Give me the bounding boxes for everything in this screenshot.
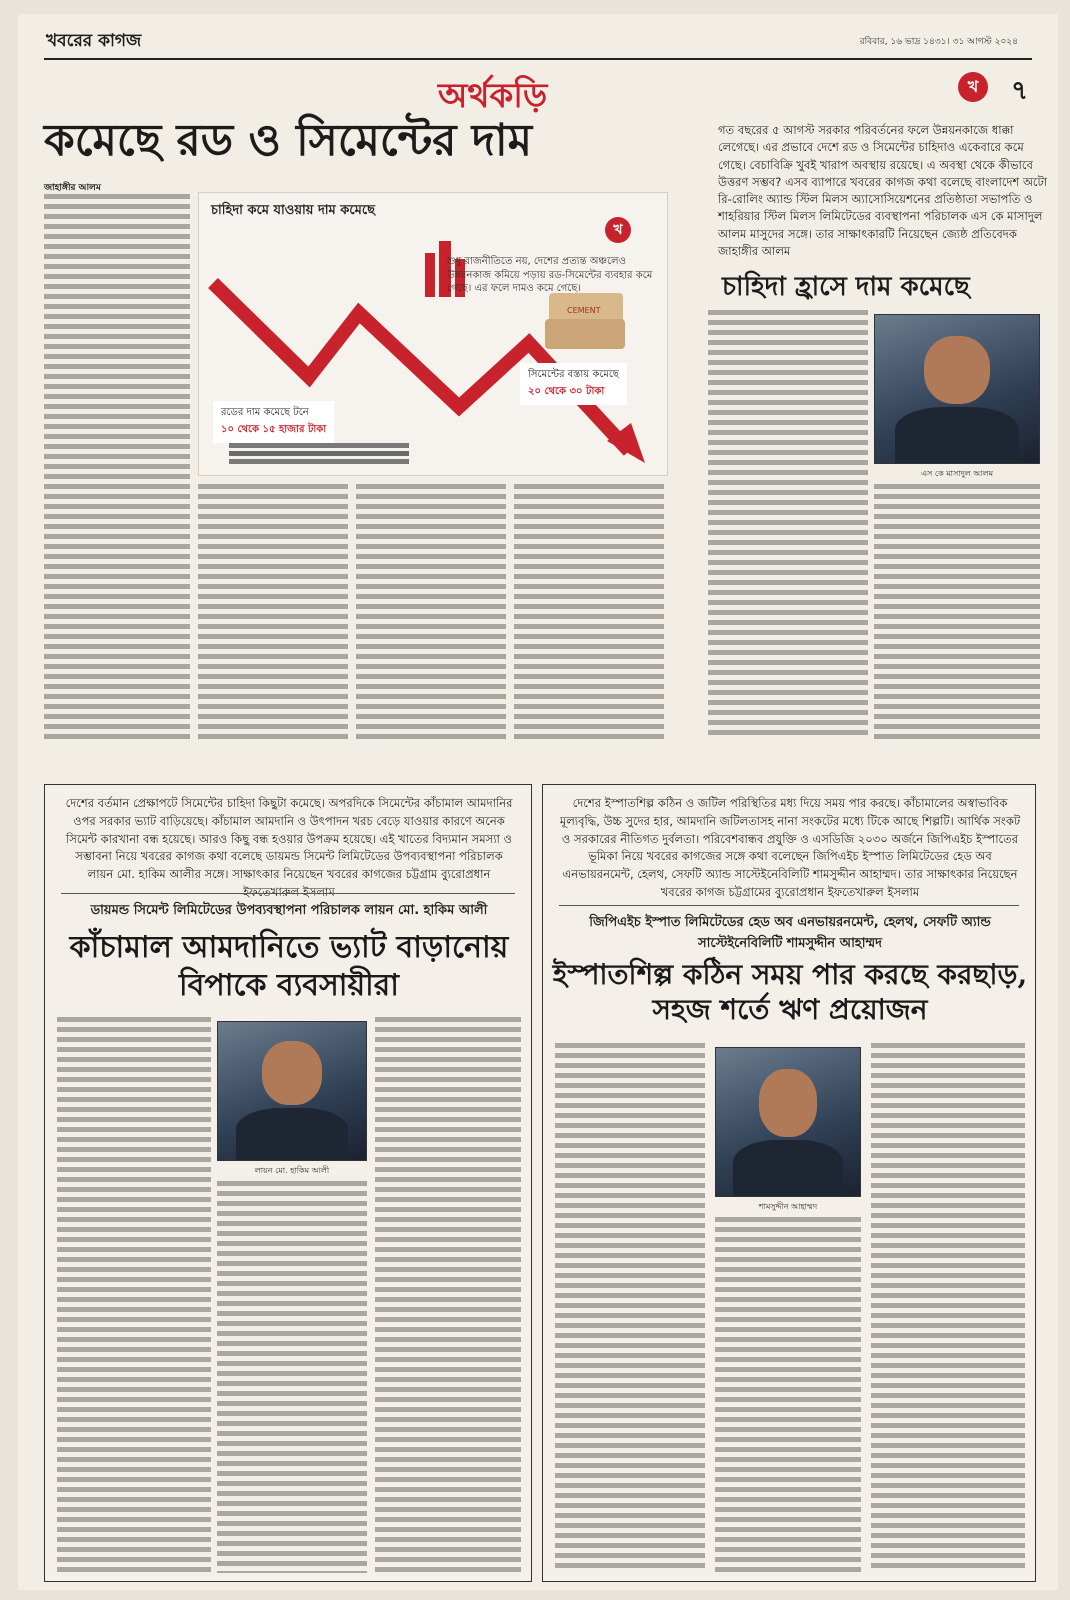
box-left-divider (61, 893, 515, 894)
box-left-headline: কাঁচামাল আমদানিতে ভ্যাট বাড়ানোয় বিপাকে ব্যবসায়ীরা (69, 930, 509, 1003)
rod-price-label: রডের দাম কমেছে টনে (221, 407, 309, 418)
section-badge: খ (958, 72, 988, 102)
interview-box-gph-ispat (542, 784, 1036, 1582)
lead-column-3 (356, 484, 506, 740)
cement-price-value: ২০ থেকে ৩০ টাকা (528, 386, 605, 397)
lead-column-1 (44, 194, 190, 740)
photo-caption-masadul-alam: এস কে মাসাদুল আলম (920, 469, 994, 478)
box-right-column-3 (871, 1043, 1025, 1573)
box-right-divider (559, 905, 1019, 906)
box-left-column-2 (217, 1181, 367, 1573)
interview-box-diamond-cement (44, 784, 532, 1582)
right-interview-headline: চাহিদা হ্রাসে দাম কমেছে (722, 272, 970, 302)
photo-masadul-alam (874, 314, 1040, 464)
box-left-column-3 (375, 1017, 521, 1573)
dateline: রবিবার, ১৬ ভাদ্র ১৪৩১। ৩১ আগস্ট ২০২৪ (859, 37, 1018, 47)
infographic-logo: খ (605, 217, 631, 243)
infographic-note: শুধু রাজনীতিতে নয়, দেশের প্রত্যন্ত অঞ্চলেও উন্নয়নকাজ কমিয়ে পড়ায় রড-সিমেন্টের ব্যবহার কমে গেছে। এর ফলে দামও কমে গেছে। (447, 256, 653, 294)
right-interview-column-2 (874, 484, 1040, 740)
box-right-column-1 (555, 1043, 705, 1573)
lead-column-2 (198, 484, 348, 740)
cement-bag-icon (545, 293, 625, 349)
infographic-heading: চাহিদা কমে যাওয়ায় দাম কমেছে (211, 203, 375, 218)
lead-byline: জাহাঙ্গীর আলম (44, 183, 101, 193)
top-rule (44, 58, 1032, 60)
photo-caption-shamsuddin-ahammad: শামসুদ্দীন আহাম্মদ (758, 1202, 818, 1211)
newspaper-page (18, 14, 1058, 1590)
photo-hakim-ali (217, 1021, 367, 1161)
rod-price-value: ১০ থেকে ১৫ হাজার টাকা (221, 424, 327, 435)
lead-headline: কমেছে রড ও সিমেন্টের দাম (44, 115, 533, 166)
box-right-headline: ইস্পাতশিল্প কঠিন সময় পার করছে করছাড়, সহজ শর্তে ঋণ প্রয়োজন (552, 958, 1028, 1026)
masthead: খবরের কাগজ (46, 31, 142, 51)
cement-price-label: সিমেন্টের বস্তায় কমেছে (528, 369, 619, 380)
box-right-subhead: জিপিএইচ ইস্পাত লিমিটেডের হেড অব এনভায়রনমেন্ট, হেলথ, সেফটি অ্যান্ড সাস্টেইনেবিলিটি শামসুদ্দীন আহাম্মদ (589, 915, 991, 951)
photo-caption-hakim-ali: লায়ন মো. হাকিম আলী (254, 1166, 330, 1175)
box-right-column-2 (715, 1217, 861, 1573)
box-right-intro: দেশের ইস্পাতশিল্প কঠিন ও জটিল পরিস্থিতির মধ্য দিয়ে সময় পার করছে। কাঁচামালের অস্বাভাবিক মূল্যবৃদ্ধি, উচ্চ সুদের হার, আমদানি জটিলতাসহ নানা সংকটের মধ্যে টিকে আছে শিল্পটি। আর্থিক সংকট ও সরকারের নীতিগত দুর্বলতা। পরিবেশবান্ধব প্রযুক্তি ও এসডিজি ২০৩০ অর্জনে জিপিএইচ ইস্পাতের ভূমিকা নিয়ে খবরের কাগজের সঙ্গে কথা বলেছেন জিপিএইচ ইস্পাত লিমিটেডের হেড অব এনভায়রনমেন্ট, হেলথ, সেফটি অ্যান্ড সাস্টেইনেবিলিটি শামসুদ্দীন আহাম্মদ। তার সাক্ষাৎকার নিয়েছেন খবরের কাগজ চট্টগ্রামের ব্যুরোপ্রধান ইফতেখারুল ইসলাম (559, 796, 1021, 900)
page-number: ৭ (1011, 76, 1028, 106)
cement-bag-text: CEMENT (567, 306, 601, 315)
rod-price-box (213, 401, 334, 443)
box-left-subhead: ডায়মন্ড সিমেন্ট লিমিটেডের উপব্যবস্থাপনা পরিচালক লায়ন মো. হাকিম আলী (90, 903, 488, 918)
right-interview-intro: গত বছরের ৫ আগস্ট সরকার পরিবর্তনের ফলে উন্নয়নকাজে ধাক্কা লেগেছে। এর প্রভাবে দেশে রড ও সিমেন্টের চাহিদাও একেবারে কমে গেছে। বেচাবিক্রি খুবই খারাপ অবস্থায় রয়েছে। এ অবস্থা থেকে কীভাবে উত্তরণ সম্ভব? এসব ব্যাপারে খবরের কাগজ কথা বলেছে বাংলাদেশ অটো রি-রোলিং অ্যান্ড স্টিল মিলস অ্যাসোসিয়েশনের প্রতিষ্ঠাতা সভাপতি ও শাহরিয়ার স্টিল মিলস লিমিটেডের ব্যবস্থাপনা পরিচালক এস কে মাসাদুল আলম মাসুদের সঙ্গে। তার সাক্ষাৎকারটি নিয়েছেন জ্যেষ্ঠ প্রতিবেদক জাহাঙ্গীর আলম (718, 123, 1048, 258)
box-left-column-1 (57, 1017, 211, 1573)
right-interview-column-1 (708, 310, 868, 740)
cement-price-box (520, 363, 627, 405)
price-infographic (198, 192, 668, 476)
photo-shamsuddin-ahammad (715, 1047, 861, 1197)
section-name: অর্থকড়ি (438, 76, 548, 116)
box-left-intro: দেশের বর্তমান প্রেক্ষাপটে সিমেন্টের চাহিদা কিছুটা কমেছে। অপরদিকে সিমেন্টের কাঁচামাল আমদানির ওপর সরকার ভ্যাট বাড়িয়েছে। কাঁচামাল আমদানি ও উৎপাদন খরচ বেড়ে যাওয়ার কারণে অনেক সিমেন্ট কারখানা বন্ধ হয়েছে। আরও কিছু বন্ধ হওয়ার উপক্রম হয়েছে। এই খাতের বিদ্যমান সমস্যা ও সম্ভাবনা নিয়ে খবরের কাগজ কথা বলেছে ডায়মন্ড সিমেন্ট লিমিটেডের উপব্যবস্থাপনা পরিচালক লায়ন মো. হাকিম আলীর সঙ্গে। সাক্ষাৎকার নিয়েছেন খবরের কাগজের চট্টগ্রাম ব্যুরোপ্রধান ইফতেখারুল ইসলাম (65, 796, 513, 900)
rebar-icon (229, 443, 409, 464)
lead-column-4 (514, 484, 664, 740)
